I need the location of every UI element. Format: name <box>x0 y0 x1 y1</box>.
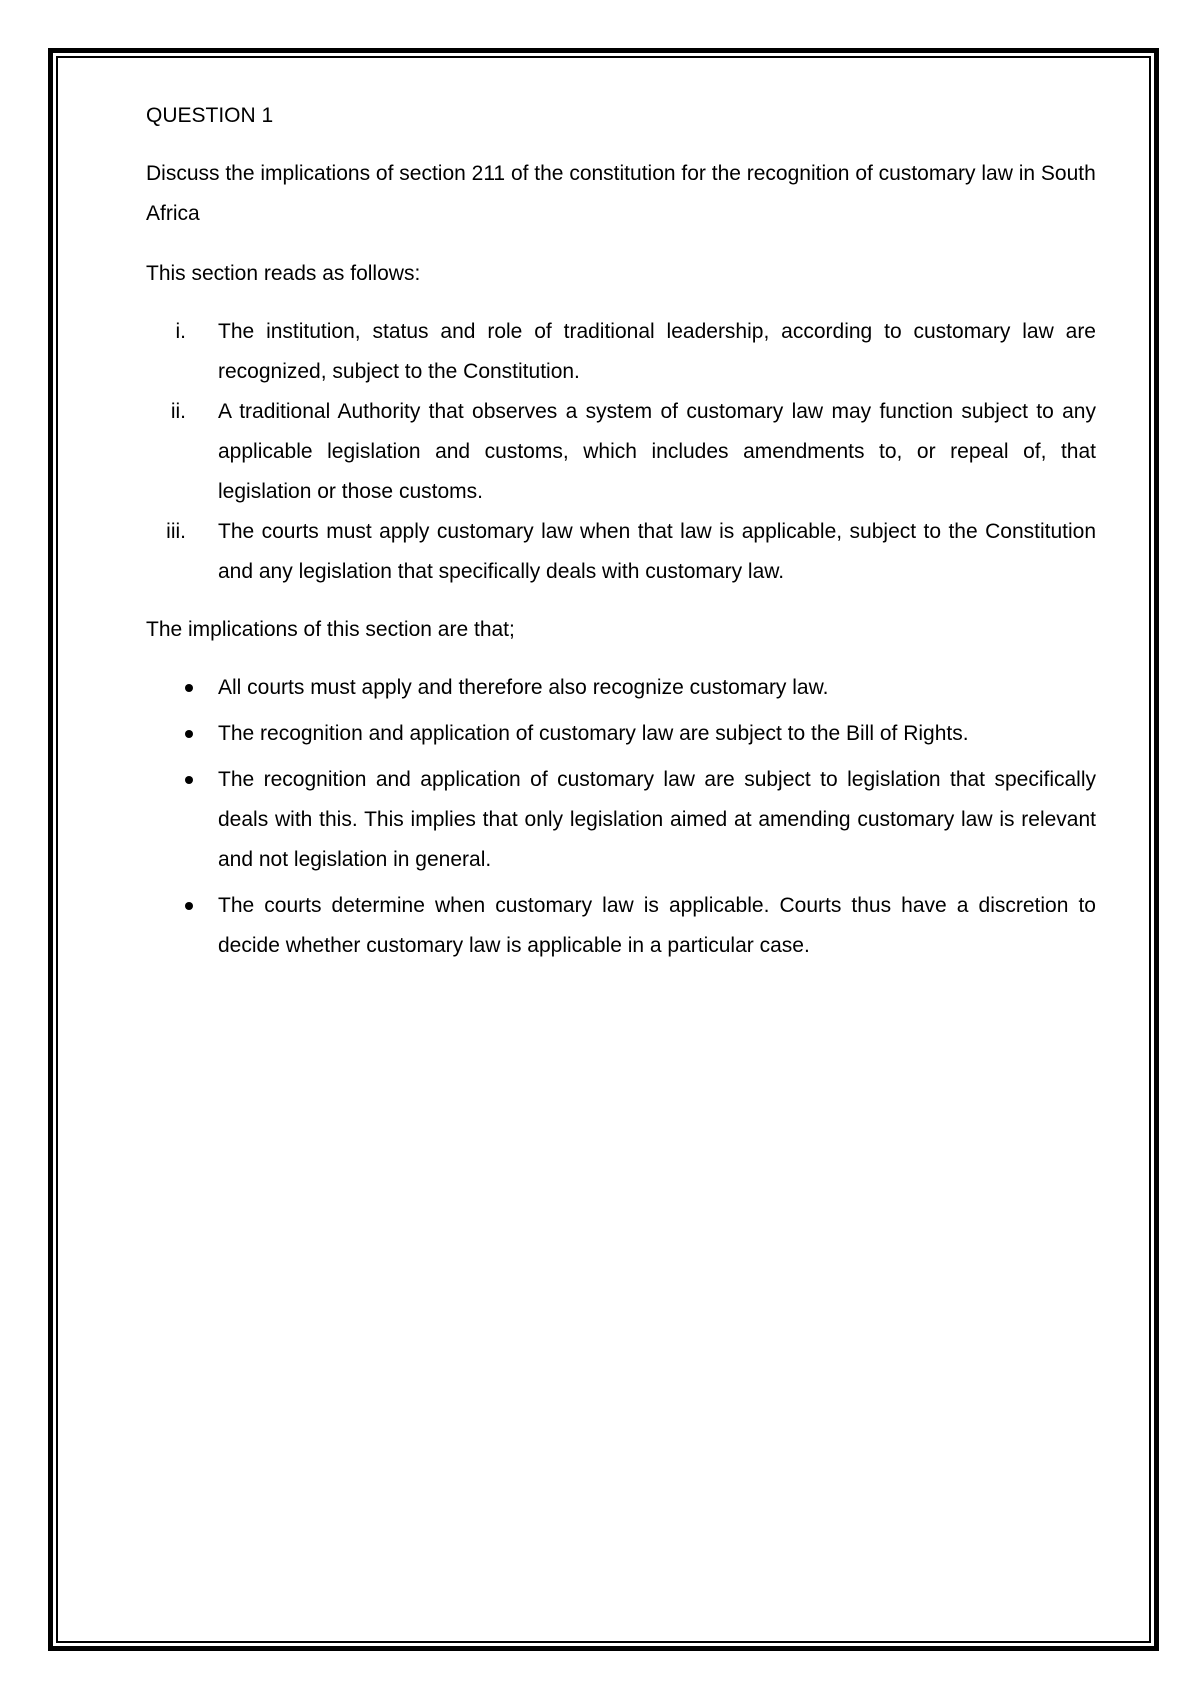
bullet-icon <box>185 730 193 738</box>
list-marker: i. <box>175 320 186 343</box>
document-body <box>146 96 1096 972</box>
question-prompt: Discuss the implications of section 211 of the constitution for the recognition of customary law in South Africa <box>146 162 1096 225</box>
section-item-text: The institution, status and role of traditional leadership, according to customary law are recognized, subject to the Constitution. <box>218 320 1096 383</box>
implication-item <box>146 668 1096 708</box>
implications-list <box>146 668 1096 966</box>
implication-text: All courts must apply and therefore also recognize customary law. <box>218 676 829 699</box>
section-intro: This section reads as follows: <box>146 262 421 285</box>
implication-item <box>146 886 1096 966</box>
implication-text: The recognition and application of customary law are subject to the Bill of Rights. <box>218 722 969 745</box>
section-item <box>146 392 1096 512</box>
section-item-text: The courts must apply customary law when that law is applicable, subject to the Constitution and any legislation that specifically deals with customary law. <box>218 520 1096 583</box>
bullet-icon <box>185 902 193 910</box>
section-items-list <box>146 312 1096 592</box>
section-item <box>146 312 1096 392</box>
implication-item <box>146 714 1096 754</box>
list-marker: ii. <box>170 400 186 423</box>
bullet-icon <box>185 776 193 784</box>
implication-text: The recognition and application of customary law are subject to legislation that specifically deals with this. This implies that only legislation aimed at amending customary law is relevant and not legislation in general. <box>218 768 1096 871</box>
bullet-icon <box>185 684 193 692</box>
implication-item <box>146 760 1096 880</box>
question-heading: QUESTION 1 <box>146 104 274 127</box>
list-marker: iii. <box>166 520 186 543</box>
section-item <box>146 512 1096 592</box>
implications-intro: The implications of this section are that; <box>146 618 515 641</box>
implication-text: The courts determine when customary law is applicable. Courts thus have a discretion to decide whether customary law is applicable in a particular case. <box>218 894 1096 957</box>
section-item-text: A traditional Authority that observes a system of customary law may function subject to any applicable legislation and customs, which includes amendments to, or repeal of, that legislation or those customs. <box>218 400 1096 503</box>
